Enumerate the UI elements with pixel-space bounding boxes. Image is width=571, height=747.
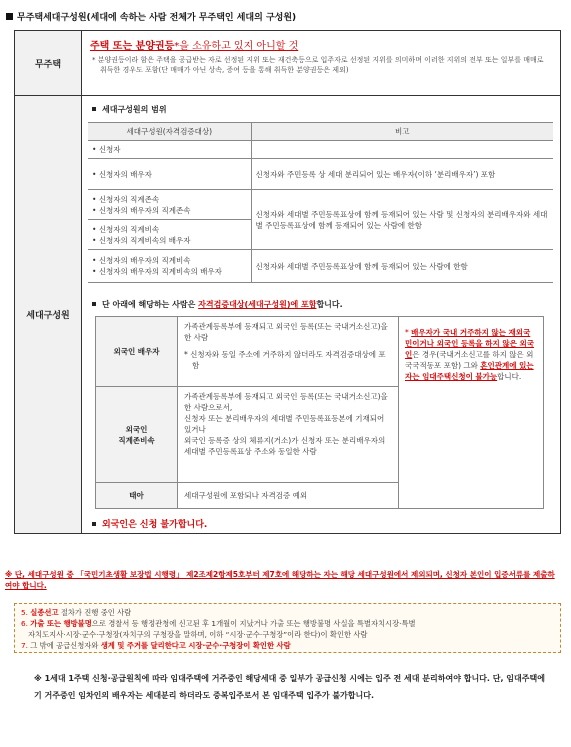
- fetus-text: 세대구성원에 포함되나 자격검증 예외: [178, 483, 399, 509]
- exclusion-notice: ※ 단, 세대구성원 중 「국민기초생활 보장법 시행령」 제2조제2항제5호부터 제7호에 해당하는 자는 해당 세대구성원에서 제외되며, 신청자 본인이 입증서류를 제출하여야 합니다.: [5, 570, 555, 590]
- row-label-household-member: 세대구성원: [15, 96, 82, 533]
- eligibility-table: [14, 30, 561, 534]
- table-header-row: [88, 123, 553, 141]
- row-content-homeless: [82, 31, 560, 95]
- bullet-icon: [92, 107, 96, 111]
- member-range-table: [88, 122, 553, 283]
- member-spouse-ascendant: • 신청자의 배우자의 직계존속: [92, 205, 247, 216]
- label-foreign-spouse: 외국인 배우자: [96, 317, 178, 387]
- row-homeless: [15, 31, 560, 96]
- foreign-notice: 외국인은 신청 불가합니다.: [88, 517, 554, 530]
- criteria-item-6: 6. 가출 또는 행방불명으로 경찰서 등 행정관청에 신고된 후 1개월이 지났거나 가출 또는 행방불명 사실을 특별자치시장·특별: [21, 619, 416, 628]
- homeless-condition: 주택 또는 분양권등*을 소유하고 있지 아니할 것: [90, 41, 299, 52]
- exclusion-criteria-box: [14, 603, 561, 653]
- member-spouse: • 신청자의 배우자: [92, 169, 247, 180]
- table-row: [88, 141, 553, 159]
- header-member: 세대구성원(자격검증대상): [88, 123, 251, 141]
- exception-subtitle: 단 아래에 해당하는 사람은 자격검증대상(세대구성원)에 포함합니다.: [88, 299, 554, 310]
- table-row: [96, 317, 544, 387]
- label-fetus: 태아: [96, 483, 178, 509]
- footnote: ※ 1세대 1주택 신청·공급원칙에 따라 임대주택에 거주중인 해당세대 중 일부가 공급신청 시에는 입주 전 세대 분리하여야 합니다. 단, 임대주택에 기 거주중인 임차인의 배우자는 세대분리 하더라도 중복입주로서 본 임대주택 입주가 불가합니다.: [34, 674, 545, 700]
- square-bullet-icon: [6, 13, 13, 20]
- foreign-spouse-remark: * 배우자가 국내 거주하지 않는 재외국민이거나 외국인 등록을 하지 않은 외국인은 경우(국내거소신고를 하지 않은 외국국적동포 포함) 그와 혼인관계에 있는 자는 임대주택신청이 불가능합니다.: [399, 317, 544, 509]
- header-remark: 비고: [251, 123, 553, 141]
- remark-lineal: 신청자와 세대별 주민등록표상에 함께 등재되어 있는 사람 및 신청자의 분리배우자와 세대별 주민등록표상에 함께 등재되어 있는 사람에 한함: [251, 190, 553, 250]
- presale-right-note: * 분양권등이라 함은 주택을 공급받는 자로 선정된 지위 또는 재건축등으로 입주자로 선정된 지위를 의미하며 이러한 지위의 전부 또는 일부를 매매로 취득한 경우도 포함(단 매매가 아닌 상속, 증여 등을 통해 취득한 분양권등은 제외): [92, 56, 544, 74]
- foreign-lineal-text-2: 신청자 또는 분리배우자의 세대별 주민등록표등본에 기재되어 있거나: [184, 414, 385, 434]
- section-heading: 무주택세대구성원(세대에 속하는 사람 전체가 무주택인 세대의 구성원): [6, 10, 296, 23]
- member-spouse-descendant: • 신청자의 배우자의 직계비속: [92, 255, 247, 266]
- bullet-icon: [92, 302, 96, 306]
- table-row: [88, 250, 553, 283]
- row-label-homeless: 무주택: [15, 31, 82, 95]
- member-ascendant: • 신청자의 직계존속: [92, 194, 247, 205]
- criteria-item-6-cont: 자치도지사·시장·군수·구청장(자치구의 구청장을 말하며, 이하 “시장·군수·구청장”이라 한다)이 확인한 사람: [28, 630, 368, 639]
- exception-table: [95, 316, 544, 509]
- member-descendant-spouse: • 신청자의 직계비속의 배우자: [92, 235, 247, 246]
- member-applicant: • 신청자: [92, 144, 247, 155]
- table-row: [88, 159, 553, 190]
- table-row: [88, 190, 553, 220]
- foreign-spouse-note: * 신청자와 동일 주소에 거주하지 않더라도 자격검증대상에 포함: [184, 350, 386, 370]
- remark-spouse-descendant: 신청자와 세대별 주민등록표상에 함께 등재되어 있는 사람에 한함: [251, 250, 553, 283]
- remark-spouse: 신청자와 주민등록 상 세대 분리되어 있는 배우자(이하 ‘분리배우자’) 포함: [251, 159, 553, 190]
- criteria-item-7: 7. 그 밖에 공급신청자와 생계 및 주거를 달리한다고 시장·군수·구청장이 확인한 사람: [21, 641, 291, 650]
- foreign-spouse-text: 가족관계등록부에 등재되고 외국인 등록(또는 국내거소신고)을 한 사람: [184, 322, 388, 342]
- foreign-lineal-text-1: 가족관계등록부에 등재되고 외국인 등록(또는 국내거소신고)을 한 사람으로서,: [184, 392, 388, 412]
- member-descendant: • 신청자의 직계비속: [92, 224, 247, 235]
- foreign-lineal-text-3: 외국인 등록증 상의 체류지(거소)가 신청자 또는 분리배우자의 세대별 주민등록표상 주소와 동일한 사람: [184, 436, 386, 456]
- remark-empty: [251, 141, 553, 159]
- label-foreign-lineal-2: 직계존비속: [118, 435, 155, 445]
- range-subtitle: 세대구성원의 범위: [88, 104, 554, 115]
- bullet-icon: [92, 522, 96, 526]
- row-household-member: [15, 96, 560, 533]
- row-content-household-member: [82, 96, 560, 533]
- member-spouse-descendant-spouse: • 신청자의 배우자의 직계비속의 배우자: [92, 266, 247, 277]
- criteria-item-5: 5. 실종선고 절차가 진행 중인 사람: [21, 608, 132, 617]
- label-foreign-lineal-1: 외국인: [125, 424, 148, 434]
